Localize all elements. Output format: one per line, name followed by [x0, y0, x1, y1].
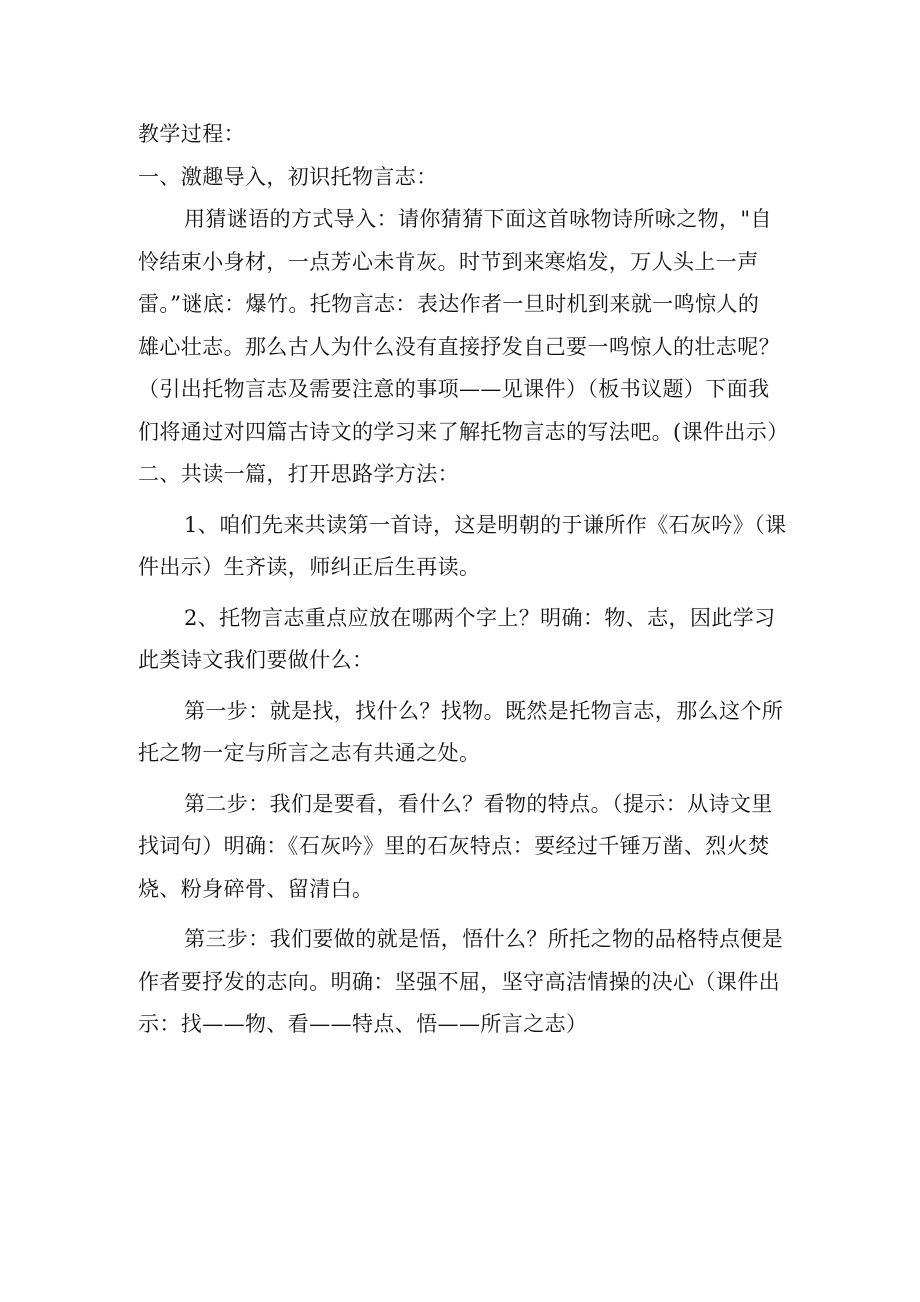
paragraph-line: 雄心壮志。那么古人为什么没有直接抒发自己要一鸣惊人的壮志呢？	[138, 334, 780, 359]
paragraph-line: 件出示）生齐读，师纠正后生再读。	[138, 555, 481, 579]
section-heading-process: 教学过程：	[138, 122, 245, 146]
paragraph-line: 雷。”谜底：爆竹。托物言志：表达作者一旦时机到来就一鸣惊人的	[138, 292, 760, 316]
section-heading-coread: 二、共读一篇，打开思路学方法：	[138, 462, 459, 486]
section-heading-intro: 一、激趣导入，初识托物言志：	[138, 164, 438, 189]
paragraph-line: 找词句）明确：《石灰吟》里的石灰特点：要经过千锤万凿、烈火焚	[138, 834, 770, 858]
paragraph-line: 第三步：我们要做的就是悟，悟什么？所托之物的品格特点便是	[184, 927, 784, 951]
paragraph-line: 1、咱们先来共读第一首诗，这是明朝的于谦所作《石灰吟》（课	[184, 512, 787, 537]
paragraph-line: 2、托物言志重点应放在哪两个字上？明确：物、志，因此学习	[184, 605, 776, 630]
paragraph-line: （引出托物言志及需要注意的事项——见课件）（板书议题）下面我	[138, 377, 770, 401]
paragraph-line: 第一步：就是找，找什么？找物。既然是托物言志，那么这个所	[184, 698, 784, 723]
paragraph-line: 烧、粉身碎骨、留清白。	[138, 876, 374, 901]
paragraph-line: 托之物一定与所言之志有共通之处。	[138, 741, 481, 765]
paragraph-line: 此类诗文我们要做什么：	[138, 648, 374, 672]
paragraph-line: 用猜谜语的方式导入：请你猜猜下面这首咏物诗所咏之物，"自	[184, 207, 772, 231]
paragraph-line: 怜结束小身材，一点芳心未肯灰。时节到来寒焰发，万人头上一声	[138, 249, 759, 274]
paragraph-line: 们将通过对四篇古诗文的学习来了解托物言志的写法吧。(课件出示）	[138, 419, 789, 444]
paragraph-line: 作者要抒发的志向。明确：坚强不屈，坚守高洁情操的决心（课件出	[138, 969, 780, 994]
paragraph-line: 示：找——物、看——特点、悟——所言之志）	[138, 1012, 588, 1036]
paragraph-line: 第二步：我们是要看，看什么？看物的特点。（提示：从诗文里	[184, 791, 773, 816]
document-body	[138, 113, 790, 1046]
